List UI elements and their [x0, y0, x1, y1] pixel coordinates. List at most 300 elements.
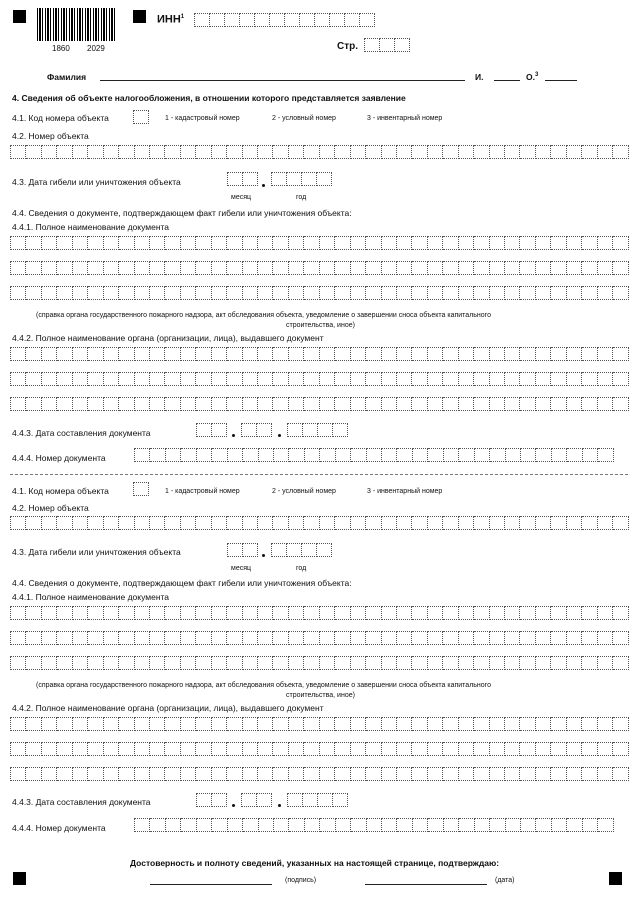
input-cell[interactable] — [428, 767, 443, 781]
input-cell[interactable] — [567, 261, 582, 275]
input-cell[interactable] — [335, 347, 350, 361]
input-cell[interactable] — [304, 236, 319, 250]
input-cell[interactable] — [474, 516, 489, 530]
input-cell[interactable] — [351, 145, 366, 159]
input-cell[interactable] — [88, 347, 103, 361]
input-cell[interactable] — [73, 717, 88, 731]
input-cell[interactable] — [119, 516, 134, 530]
object-number-cells[interactable] — [10, 516, 629, 530]
input-cell[interactable] — [335, 397, 350, 411]
input-cell[interactable] — [397, 656, 412, 670]
input-cell[interactable] — [397, 347, 412, 361]
input-cell[interactable] — [212, 145, 227, 159]
input-cell[interactable] — [165, 372, 180, 386]
input-cell[interactable] — [397, 767, 412, 781]
input-cell[interactable] — [397, 145, 412, 159]
input-cell[interactable] — [459, 448, 474, 462]
input-cell[interactable] — [196, 347, 211, 361]
input-cell[interactable] — [552, 818, 567, 832]
input-cell[interactable] — [335, 717, 350, 731]
input-cell[interactable] — [428, 261, 443, 275]
input-cell[interactable] — [304, 516, 319, 530]
input-cell[interactable] — [228, 172, 243, 186]
input-cell[interactable] — [351, 631, 366, 645]
input-cell[interactable] — [289, 372, 304, 386]
input-cell[interactable] — [335, 286, 350, 300]
input-cell[interactable] — [165, 606, 180, 620]
input-cell[interactable] — [366, 717, 381, 731]
input-cell[interactable] — [227, 286, 242, 300]
input-cell[interactable] — [459, 261, 474, 275]
surname-field[interactable] — [100, 80, 465, 81]
input-cell[interactable] — [11, 631, 26, 645]
input-cell[interactable] — [505, 145, 520, 159]
input-cell[interactable] — [613, 145, 628, 159]
input-cell[interactable] — [88, 656, 103, 670]
input-cell[interactable] — [582, 631, 597, 645]
input-cell[interactable] — [57, 767, 72, 781]
input-cell[interactable] — [351, 742, 366, 756]
input-cell[interactable] — [227, 767, 242, 781]
input-cell[interactable] — [474, 347, 489, 361]
input-cell[interactable] — [42, 347, 57, 361]
input-cell[interactable] — [351, 606, 366, 620]
code-cell[interactable] — [133, 110, 149, 124]
input-cell[interactable] — [428, 145, 443, 159]
input-cell[interactable] — [428, 397, 443, 411]
input-cell[interactable] — [243, 172, 258, 186]
input-cell[interactable] — [26, 397, 41, 411]
input-cell[interactable] — [567, 516, 582, 530]
input-cell[interactable] — [351, 717, 366, 731]
input-cell[interactable] — [150, 397, 165, 411]
input-cell[interactable] — [351, 372, 366, 386]
input-cell[interactable] — [490, 236, 505, 250]
input-cell[interactable] — [274, 818, 289, 832]
input-cell[interactable] — [613, 656, 628, 670]
input-cell[interactable] — [273, 261, 288, 275]
input-cell[interactable] — [443, 236, 458, 250]
input-cell[interactable] — [11, 397, 26, 411]
object-number-cells[interactable] — [10, 145, 629, 159]
input-cell[interactable] — [613, 516, 628, 530]
destruction-year-cells[interactable] — [271, 543, 332, 557]
input-cell[interactable] — [333, 423, 348, 437]
input-cell[interactable] — [165, 347, 180, 361]
input-cell[interactable] — [505, 397, 520, 411]
destruction-year-cells[interactable] — [271, 172, 332, 186]
input-cell[interactable] — [598, 516, 613, 530]
input-cell[interactable] — [300, 13, 315, 27]
input-cell[interactable] — [317, 172, 332, 186]
input-cell[interactable] — [474, 372, 489, 386]
input-cell[interactable] — [567, 397, 582, 411]
input-cell[interactable] — [26, 145, 41, 159]
input-cell[interactable] — [73, 631, 88, 645]
input-cell[interactable] — [227, 372, 242, 386]
input-cell[interactable] — [104, 631, 119, 645]
input-cell[interactable] — [320, 261, 335, 275]
input-cell[interactable] — [181, 717, 196, 731]
input-cell[interactable] — [104, 742, 119, 756]
input-cell[interactable] — [582, 516, 597, 530]
input-cell[interactable] — [397, 717, 412, 731]
input-cell[interactable] — [551, 606, 566, 620]
input-cell[interactable] — [412, 145, 427, 159]
input-cell[interactable] — [443, 397, 458, 411]
input-cell[interactable] — [366, 606, 381, 620]
input-cell[interactable] — [212, 606, 227, 620]
input-cell[interactable] — [135, 656, 150, 670]
input-cell[interactable] — [150, 717, 165, 731]
input-cell[interactable] — [42, 767, 57, 781]
input-cell[interactable] — [382, 397, 397, 411]
input-cell[interactable] — [57, 372, 72, 386]
input-cell[interactable] — [150, 145, 165, 159]
input-cell[interactable] — [150, 347, 165, 361]
input-cell[interactable] — [397, 606, 412, 620]
input-cell[interactable] — [366, 767, 381, 781]
input-cell[interactable] — [181, 372, 196, 386]
input-cell[interactable] — [520, 717, 535, 731]
input-cell[interactable] — [490, 606, 505, 620]
input-cell[interactable] — [165, 286, 180, 300]
input-cell[interactable] — [613, 347, 628, 361]
input-cell[interactable] — [397, 397, 412, 411]
input-cell[interactable] — [243, 516, 258, 530]
input-cell[interactable] — [243, 631, 258, 645]
input-cell[interactable] — [26, 606, 41, 620]
input-cell[interactable] — [42, 236, 57, 250]
input-cell[interactable] — [150, 606, 165, 620]
input-cell[interactable] — [505, 261, 520, 275]
input-cell[interactable] — [150, 236, 165, 250]
input-cell[interactable] — [150, 261, 165, 275]
input-cell[interactable] — [258, 397, 273, 411]
input-cell[interactable] — [613, 261, 628, 275]
input-cell[interactable] — [150, 767, 165, 781]
input-cell[interactable] — [181, 606, 196, 620]
input-cell[interactable] — [598, 448, 613, 462]
input-cell[interactable] — [505, 372, 520, 386]
doc-name-row-1[interactable] — [10, 606, 629, 620]
input-cell[interactable] — [304, 767, 319, 781]
input-cell[interactable] — [598, 656, 613, 670]
input-cell[interactable] — [443, 767, 458, 781]
input-cell[interactable] — [57, 606, 72, 620]
input-cell[interactable] — [520, 606, 535, 620]
input-cell[interactable] — [443, 372, 458, 386]
input-cell[interactable] — [320, 631, 335, 645]
input-cell[interactable] — [582, 767, 597, 781]
input-cell[interactable] — [243, 286, 258, 300]
input-cell[interactable] — [57, 631, 72, 645]
input-cell[interactable] — [288, 793, 303, 807]
input-cell[interactable] — [366, 145, 381, 159]
input-cell[interactable] — [227, 261, 242, 275]
input-cell[interactable] — [197, 448, 212, 462]
input-cell[interactable] — [551, 145, 566, 159]
input-cell[interactable] — [567, 372, 582, 386]
input-cell[interactable] — [258, 717, 273, 731]
input-cell[interactable] — [227, 606, 242, 620]
input-cell[interactable] — [521, 448, 536, 462]
doc-name-row-1[interactable] — [10, 236, 629, 250]
input-cell[interactable] — [428, 347, 443, 361]
input-cell[interactable] — [104, 767, 119, 781]
input-cell[interactable] — [42, 656, 57, 670]
input-cell[interactable] — [382, 717, 397, 731]
inn-cells[interactable] — [194, 13, 375, 27]
input-cell[interactable] — [582, 145, 597, 159]
input-cell[interactable] — [536, 656, 551, 670]
input-cell[interactable] — [150, 818, 165, 832]
input-cell[interactable] — [258, 145, 273, 159]
input-cell[interactable] — [382, 372, 397, 386]
input-cell[interactable] — [196, 606, 211, 620]
input-cell[interactable] — [42, 261, 57, 275]
input-cell[interactable] — [366, 372, 381, 386]
input-cell[interactable] — [119, 286, 134, 300]
input-cell[interactable] — [490, 448, 505, 462]
input-cell[interactable] — [273, 606, 288, 620]
input-cell[interactable] — [320, 372, 335, 386]
input-cell[interactable] — [73, 145, 88, 159]
input-cell[interactable] — [304, 397, 319, 411]
input-cell[interactable] — [73, 516, 88, 530]
input-cell[interactable] — [88, 606, 103, 620]
input-cell[interactable] — [366, 742, 381, 756]
input-cell[interactable] — [536, 742, 551, 756]
input-cell[interactable] — [196, 516, 211, 530]
input-cell[interactable] — [598, 261, 613, 275]
input-cell[interactable] — [257, 793, 272, 807]
input-cell[interactable] — [428, 742, 443, 756]
input-cell[interactable] — [196, 397, 211, 411]
input-cell[interactable] — [459, 742, 474, 756]
input-cell[interactable] — [88, 145, 103, 159]
input-cell[interactable] — [474, 261, 489, 275]
input-cell[interactable] — [428, 516, 443, 530]
input-cell[interactable] — [258, 236, 273, 250]
doc-date-day-cells[interactable] — [196, 423, 227, 437]
input-cell[interactable] — [412, 717, 427, 731]
input-cell[interactable] — [459, 372, 474, 386]
input-cell[interactable] — [412, 372, 427, 386]
issuer-row-3[interactable] — [10, 767, 629, 781]
input-cell[interactable] — [459, 397, 474, 411]
doc-date-day-cells[interactable] — [196, 793, 227, 807]
input-cell[interactable] — [73, 347, 88, 361]
input-cell[interactable] — [366, 516, 381, 530]
input-cell[interactable] — [273, 631, 288, 645]
input-cell[interactable] — [285, 13, 300, 27]
input-cell[interactable] — [212, 236, 227, 250]
input-cell[interactable] — [598, 631, 613, 645]
input-cell[interactable] — [382, 742, 397, 756]
input-cell[interactable] — [150, 448, 165, 462]
input-cell[interactable] — [196, 656, 211, 670]
input-cell[interactable] — [196, 145, 211, 159]
input-cell[interactable] — [428, 818, 443, 832]
issuer-row-2[interactable] — [10, 372, 629, 386]
input-cell[interactable] — [598, 236, 613, 250]
input-cell[interactable] — [212, 516, 227, 530]
destruction-month-cells[interactable] — [227, 543, 258, 557]
input-cell[interactable] — [289, 516, 304, 530]
input-cell[interactable] — [225, 13, 240, 27]
input-cell[interactable] — [212, 631, 227, 645]
input-cell[interactable] — [505, 606, 520, 620]
input-cell[interactable] — [227, 631, 242, 645]
input-cell[interactable] — [274, 448, 289, 462]
input-cell[interactable] — [150, 372, 165, 386]
input-cell[interactable] — [119, 236, 134, 250]
input-cell[interactable] — [613, 606, 628, 620]
input-cell[interactable] — [196, 261, 211, 275]
input-cell[interactable] — [258, 656, 273, 670]
input-cell[interactable] — [412, 397, 427, 411]
input-cell[interactable] — [212, 818, 227, 832]
issuer-row-3[interactable] — [10, 397, 629, 411]
input-cell[interactable] — [243, 767, 258, 781]
input-cell[interactable] — [551, 236, 566, 250]
input-cell[interactable] — [212, 767, 227, 781]
input-cell[interactable] — [382, 261, 397, 275]
input-cell[interactable] — [335, 767, 350, 781]
input-cell[interactable] — [26, 631, 41, 645]
input-cell[interactable] — [104, 261, 119, 275]
input-cell[interactable] — [351, 818, 366, 832]
input-cell[interactable] — [119, 145, 134, 159]
input-cell[interactable] — [273, 347, 288, 361]
input-cell[interactable] — [380, 38, 395, 52]
input-cell[interactable] — [166, 818, 181, 832]
input-cell[interactable] — [397, 631, 412, 645]
input-cell[interactable] — [42, 606, 57, 620]
input-cell[interactable] — [320, 347, 335, 361]
input-cell[interactable] — [11, 261, 26, 275]
input-cell[interactable] — [567, 347, 582, 361]
input-cell[interactable] — [505, 347, 520, 361]
input-cell[interactable] — [135, 742, 150, 756]
input-cell[interactable] — [243, 818, 258, 832]
input-cell[interactable] — [88, 286, 103, 300]
input-cell[interactable] — [459, 717, 474, 731]
input-cell[interactable] — [255, 13, 270, 27]
input-cell[interactable] — [135, 261, 150, 275]
input-cell[interactable] — [73, 286, 88, 300]
input-cell[interactable] — [57, 397, 72, 411]
input-cell[interactable] — [166, 448, 181, 462]
input-cell[interactable] — [567, 717, 582, 731]
input-cell[interactable] — [382, 145, 397, 159]
input-cell[interactable] — [459, 606, 474, 620]
input-cell[interactable] — [26, 372, 41, 386]
input-cell[interactable] — [336, 818, 351, 832]
input-cell[interactable] — [305, 448, 320, 462]
input-cell[interactable] — [287, 172, 302, 186]
input-cell[interactable] — [598, 145, 613, 159]
input-cell[interactable] — [197, 818, 212, 832]
input-cell[interactable] — [320, 717, 335, 731]
input-cell[interactable] — [272, 543, 287, 557]
input-cell[interactable] — [181, 397, 196, 411]
input-cell[interactable] — [303, 423, 318, 437]
input-cell[interactable] — [165, 397, 180, 411]
input-cell[interactable] — [243, 717, 258, 731]
input-cell[interactable] — [335, 236, 350, 250]
input-cell[interactable] — [119, 261, 134, 275]
input-cell[interactable] — [397, 372, 412, 386]
input-cell[interactable] — [73, 742, 88, 756]
input-cell[interactable] — [243, 236, 258, 250]
input-cell[interactable] — [505, 631, 520, 645]
input-cell[interactable] — [304, 631, 319, 645]
input-cell[interactable] — [459, 656, 474, 670]
input-cell[interactable] — [150, 631, 165, 645]
input-cell[interactable] — [26, 286, 41, 300]
input-cell[interactable] — [475, 818, 490, 832]
input-cell[interactable] — [11, 767, 26, 781]
input-cell[interactable] — [150, 742, 165, 756]
input-cell[interactable] — [73, 261, 88, 275]
input-cell[interactable] — [351, 236, 366, 250]
input-cell[interactable] — [26, 742, 41, 756]
input-cell[interactable] — [304, 606, 319, 620]
input-cell[interactable] — [181, 767, 196, 781]
input-cell[interactable] — [228, 543, 243, 557]
doc-date-year-cells[interactable] — [287, 793, 348, 807]
input-cell[interactable] — [582, 717, 597, 731]
input-cell[interactable] — [598, 397, 613, 411]
input-cell[interactable] — [73, 236, 88, 250]
input-cell[interactable] — [366, 347, 381, 361]
input-cell[interactable] — [289, 818, 304, 832]
input-cell[interactable] — [320, 606, 335, 620]
input-cell[interactable] — [11, 286, 26, 300]
input-cell[interactable] — [210, 13, 225, 27]
input-cell[interactable] — [119, 397, 134, 411]
input-cell[interactable] — [258, 742, 273, 756]
input-cell[interactable] — [443, 516, 458, 530]
input-cell[interactable] — [227, 516, 242, 530]
input-cell[interactable] — [119, 347, 134, 361]
input-cell[interactable] — [119, 742, 134, 756]
input-cell[interactable] — [88, 717, 103, 731]
input-cell[interactable] — [382, 631, 397, 645]
input-cell[interactable] — [196, 631, 211, 645]
input-cell[interactable] — [428, 656, 443, 670]
input-cell[interactable] — [243, 742, 258, 756]
input-cell[interactable] — [258, 372, 273, 386]
input-cell[interactable] — [134, 482, 149, 496]
input-cell[interactable] — [412, 236, 427, 250]
input-cell[interactable] — [397, 236, 412, 250]
input-cell[interactable] — [536, 261, 551, 275]
input-cell[interactable] — [335, 606, 350, 620]
input-cell[interactable] — [567, 767, 582, 781]
input-cell[interactable] — [366, 236, 381, 250]
input-cell[interactable] — [181, 286, 196, 300]
input-cell[interactable] — [505, 742, 520, 756]
input-cell[interactable] — [104, 397, 119, 411]
input-cell[interactable] — [520, 145, 535, 159]
page-cells[interactable] — [364, 38, 410, 52]
input-cell[interactable] — [428, 448, 443, 462]
input-cell[interactable] — [181, 656, 196, 670]
input-cell[interactable] — [335, 145, 350, 159]
